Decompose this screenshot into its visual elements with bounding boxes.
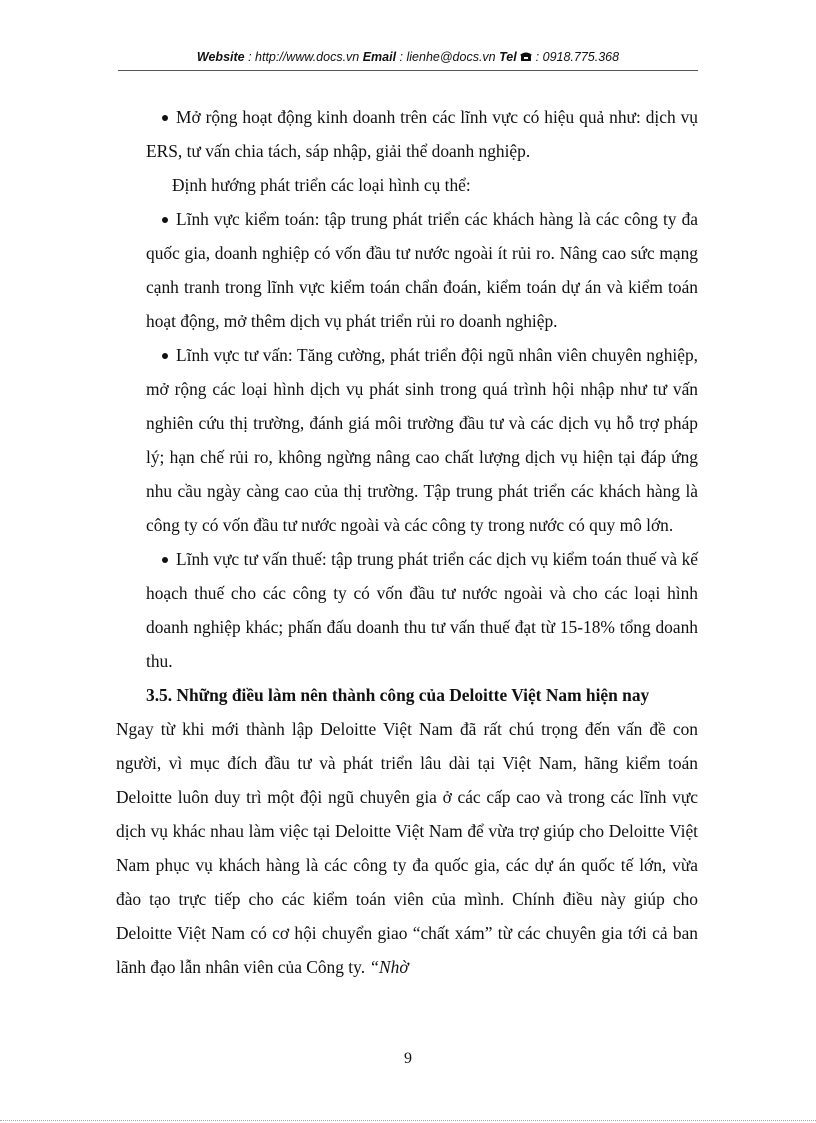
paragraph-text: Mở rộng hoạt động kinh doanh trên các lĩnh vực có hiệu quả như: dịch vụ ERS, tư vấn chia tách, sáp nhập, giải thể doanh nghiệp. [146, 107, 698, 161]
bullet-paragraph [146, 542, 698, 678]
page-number: 9 [404, 1050, 412, 1067]
page-header [118, 50, 698, 64]
tel-value: : 0918.775.368 [532, 50, 620, 64]
bullet-icon [162, 115, 168, 121]
paragraph-text: Lĩnh vực tư vấn thuế: tập trung phát triển các dịch vụ kiểm toán thuế và kế hoạch thuế cho các công ty có vốn đầu tư nước ngoài và cho các loại hình doanh nghiệp khác; phấn đấu doanh thu tư vấn thuế đạt từ 15-18% tổng doanh thu. [146, 549, 698, 671]
tel-label: Tel [499, 50, 517, 64]
footer-rule [0, 1120, 816, 1121]
paragraph-text: Lĩnh vực kiểm toán: tập trung phát triển các khách hàng là các công ty đa quốc gia, doanh nghiệp có vốn đầu tư nước ngoài ít rủi ro. Nâng cao sức mạng cạnh tranh trong lĩnh vực kiểm toán chẩn đoán, kiểm toán dự án và kiểm toán hoạt động, mở thêm dịch vụ phát triển rủi ro doanh nghiệp. [146, 209, 698, 331]
italic-text: “Nhờ [369, 957, 409, 977]
header-rule [118, 70, 698, 71]
email-value: : lienhe@docs.vn [396, 50, 500, 64]
bullet-paragraph [146, 338, 698, 542]
phone-icon [520, 50, 532, 64]
bullet-icon [162, 217, 168, 223]
website-label: Website [196, 50, 245, 64]
email-label: Email [362, 50, 397, 64]
paragraph-text: Ngay từ khi mới thành lập Deloitte Việt Nam đã rất chú trọng đến vấn đề con người, vì mục đích đầu tư và phát triển lâu dài tại Việt Nam, hãng kiểm toán Deloitte luôn duy trì một đội ngũ chuyên gia ở các cấp cao và trong các lĩnh vực dịch vụ khác nhau làm việc tại Deloitte Việt Nam để vừa trợ giúp cho Deloitte Việt Nam phục vụ khách hàng là các công ty đa quốc gia, các dự án quốc tế lớn, vừa đào tạo trực tiếp cho các kiểm toán viên của mình. Chính điều này giúp cho Deloitte Việt Nam có cơ hội chuyển giao “chất xám” từ các chuyên gia tới cả ban lãnh đạo lẫn nhân viên của Công ty. [116, 719, 698, 977]
bullet-paragraph [146, 100, 698, 168]
bullet-icon [162, 353, 168, 359]
paragraph: Định hướng phát triển các loại hình cụ thể: [172, 175, 471, 195]
bullet-icon [162, 557, 168, 563]
document-body [116, 100, 698, 984]
paragraph-text: Lĩnh vực tư vấn: Tăng cường, phát triển đội ngũ nhân viên chuyên nghiệp, mở rộng các loại hình dịch vụ phát sinh trong quá trình hội nhập như tư vấn nghiên cứu thị trường, đánh giá môi trường đầu tư và các dịch vụ hỗ trợ pháp lý; hạn chế rủi ro, không ngừng nâng cao chất lượng dịch vụ hiện tại đáp ứng nhu cầu ngày càng cao của thị trường. Tập trung phát triển các khách hàng là công ty có vốn đầu tư nước ngoài và các công ty trong nước có quy mô lớn. [146, 345, 698, 535]
website-value: : http://www.docs.vn [244, 50, 363, 64]
paragraph [116, 712, 698, 984]
section-heading: 3.5. Những điều làm nên thành công của Deloitte Việt Nam hiện nay [146, 685, 650, 705]
bullet-paragraph [146, 202, 698, 338]
